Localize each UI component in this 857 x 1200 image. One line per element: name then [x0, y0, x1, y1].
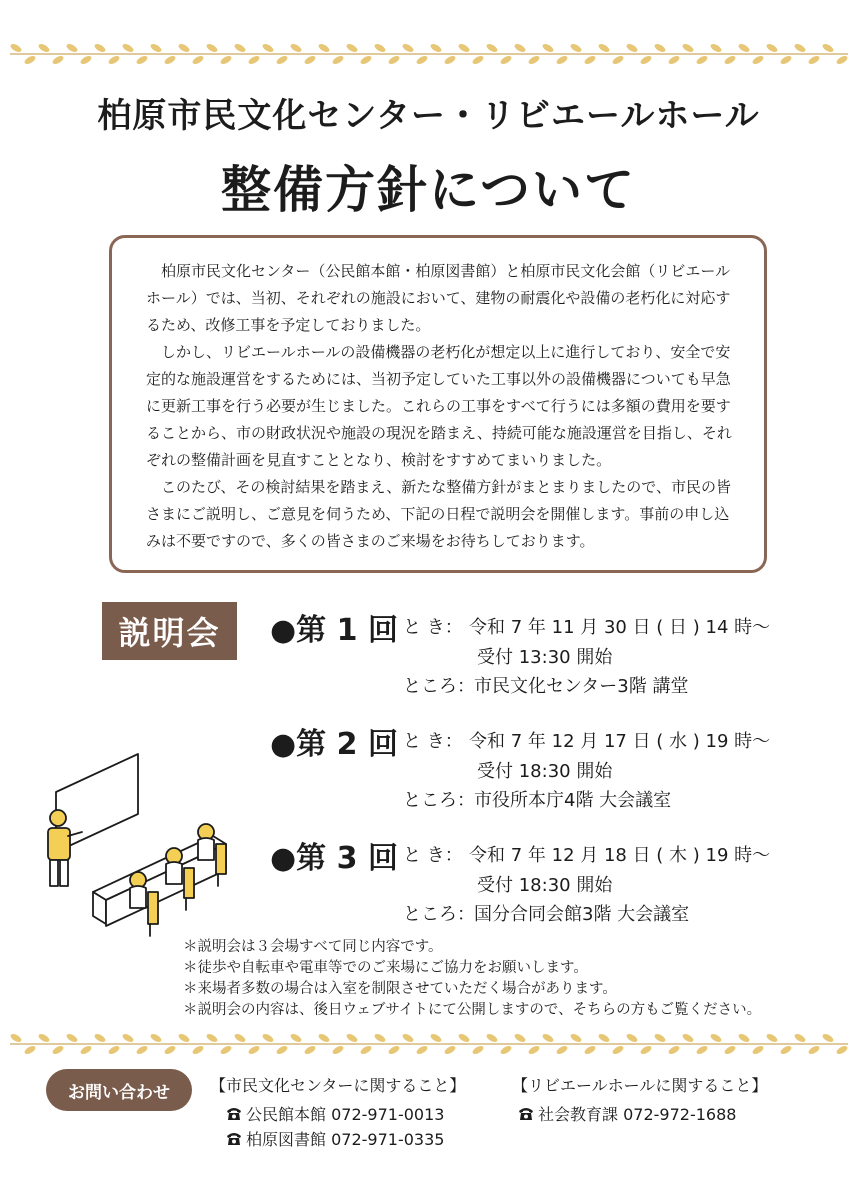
vine-leaf	[709, 1032, 722, 1043]
vine-leaf	[149, 42, 162, 53]
vine-leaf	[23, 54, 36, 65]
vine-leaf	[821, 42, 834, 53]
session-reception: 受付 18:30 開始	[477, 761, 613, 782]
vine-leaf	[247, 1044, 260, 1055]
vine-leaf	[625, 1032, 638, 1043]
vine-leaf	[373, 1032, 386, 1043]
intro-text-box	[109, 235, 767, 573]
contact-line-text: 社会教育課 072-972-1688	[538, 1105, 737, 1124]
vine-leaf	[163, 54, 176, 65]
intro-paragraph: しかし、リビエールホールの設備機器の老朽化が想定以上に進行しており、安全で安定的な施設運営をするためには、当初予定していた工事以外の設備機器についても早急に更新工事を行う必要が生じました。これらの工事をすべて行うには多額の費用を要することから、市の財政状況や施設の現況を踏まえ、持続可能な施設運営を目指し、それぞれの整備計画を見直すこととなり、検討をすすめてまいりました。	[146, 343, 732, 469]
vine-leaf	[555, 54, 568, 65]
vine-leaf	[23, 1044, 36, 1055]
vine-leaf	[373, 42, 386, 53]
vine-leaf	[779, 1044, 792, 1055]
lecture-illustration	[38, 752, 248, 942]
vine-leaf	[93, 1032, 106, 1043]
vine-leaf	[9, 1032, 22, 1043]
vine-leaf	[695, 54, 708, 65]
contact-group1-heading: 【市民文化センターに関すること】	[210, 1076, 466, 1095]
vine-leaf	[135, 1044, 148, 1055]
vine-leaf	[37, 42, 50, 53]
toki-label: と き：	[403, 617, 463, 638]
intro-paragraph: このたび、その検討結果を踏まえ、新たな整備方針がまとまりましたので、市民の皆さまにご説明し、ご意見を伺うため、下記の日程で説明会を開催します。事前の申し込みは不要ですので、多くの皆さまのご来場をお待ちしております。	[146, 478, 732, 550]
vine-leaf	[387, 1044, 400, 1055]
toki-label: と き：	[403, 731, 463, 752]
vine-leaf	[415, 1044, 428, 1055]
vine-leaf	[177, 42, 190, 53]
vine-leaf	[793, 1032, 806, 1043]
session-date: 令和 7 年 12 月 17 日 ( 水 ) 19 時〜	[469, 731, 771, 752]
tokoro-label: ところ：	[403, 676, 475, 697]
vine-leaf	[513, 42, 526, 53]
vine-leaf	[191, 54, 204, 65]
vine-leaf	[219, 54, 232, 65]
contact-badge: お問い合わせ	[46, 1069, 192, 1111]
vine-leaf	[317, 42, 330, 53]
contact-group2-heading: 【リビエールホールに関すること】	[512, 1076, 768, 1095]
session-heading: ●第 3 回	[270, 841, 398, 876]
note-item: ＊来場者多数の場合は入室を制限させていただく場合があります。	[183, 981, 617, 997]
session-place: 国分合同会館3階 大会議室	[474, 904, 690, 925]
vine-leaf	[359, 54, 372, 65]
vine-leaf	[639, 54, 652, 65]
vine-leaf	[415, 54, 428, 65]
vine-leaf	[93, 42, 106, 53]
vine-leaf	[583, 54, 596, 65]
vine-leaf	[331, 1044, 344, 1055]
tokoro-label: ところ：	[403, 790, 475, 811]
page-title-line2: 整備方針について	[221, 161, 636, 219]
session-reception: 受付 18:30 開始	[477, 875, 613, 896]
vine-leaf	[275, 54, 288, 65]
vine-leaf	[303, 54, 316, 65]
vine-leaf	[205, 1032, 218, 1043]
contact-line	[518, 1102, 736, 1125]
vine-leaf	[625, 42, 638, 53]
tokoro-label: ところ：	[403, 904, 475, 925]
vine-leaf	[79, 54, 92, 65]
vine-leaf	[765, 1032, 778, 1043]
contact-line	[226, 1102, 444, 1125]
session-reception: 受付 13:30 開始	[477, 647, 613, 668]
vine-leaf	[79, 1044, 92, 1055]
vine-leaf	[611, 1044, 624, 1055]
vine-leaf	[387, 54, 400, 65]
vine-leaf	[681, 42, 694, 53]
vine-leaf	[779, 54, 792, 65]
vine-leaf	[289, 1032, 302, 1043]
vine-leaf	[807, 1044, 820, 1055]
vine-leaf	[65, 1032, 78, 1043]
vine-leaf	[527, 54, 540, 65]
vine-leaf	[513, 1032, 526, 1043]
vine-leaf	[51, 54, 64, 65]
vine-leaf	[205, 42, 218, 53]
briefing-badge: 説明会	[102, 602, 237, 660]
session-date: 令和 7 年 12 月 18 日 ( 木 ) 19 時〜	[469, 845, 771, 866]
intro-paragraph: 柏原市民文化センター（公民館本館・柏原図書館）と柏原市民文化会館（リビエールホール）では、当初、それぞれの施設において、建物の耐震化や設備の老朽化に対応するため、改修工事を予定しておりました。	[146, 262, 731, 334]
vine-leaf	[289, 42, 302, 53]
vine-leaf	[695, 1044, 708, 1055]
vine-leaf	[653, 42, 666, 53]
vine-leaf	[51, 1044, 64, 1055]
vine-leaf	[653, 1032, 666, 1043]
vine-leaf	[457, 42, 470, 53]
session-date: 令和 7 年 11 月 30 日 ( 日 ) 14 時〜	[469, 617, 771, 638]
vine-leaf	[737, 42, 750, 53]
vine-leaf	[163, 1044, 176, 1055]
vine-leaf	[191, 1044, 204, 1055]
vine-leaf	[835, 54, 848, 65]
session-heading: ●第 2 回	[270, 727, 398, 762]
vine-leaf	[821, 1032, 834, 1043]
vine-leaf	[303, 1044, 316, 1055]
vine-leaf	[667, 1044, 680, 1055]
vine-leaf	[121, 1032, 134, 1043]
vine-leaf	[149, 1032, 162, 1043]
note-item: ＊徒歩や自転車や電車等でのご来場にご協力をお願いします。	[183, 960, 588, 976]
contact-line-text: 柏原図書館 072-971-0335	[246, 1130, 445, 1149]
vine-leaf	[121, 42, 134, 53]
vine-leaf	[107, 1044, 120, 1055]
vine-leaf	[135, 54, 148, 65]
contact-line	[226, 1127, 444, 1150]
vine-leaf	[611, 54, 624, 65]
vine-leaf	[345, 1032, 358, 1043]
vine-leaf	[401, 1032, 414, 1043]
vine-leaf	[359, 1044, 372, 1055]
vine-leaf	[429, 1032, 442, 1043]
session-heading: ●第 1 回	[270, 613, 398, 648]
vine-leaf	[667, 54, 680, 65]
vine-leaf	[639, 1044, 652, 1055]
vine-leaf	[583, 1044, 596, 1055]
vine-leaf	[331, 54, 344, 65]
vine-leaf	[443, 54, 456, 65]
vine-leaf	[555, 1044, 568, 1055]
vine-leaf	[569, 1032, 582, 1043]
vine-leaf	[499, 1044, 512, 1055]
vine-leaf	[485, 1032, 498, 1043]
vine-leaf	[261, 42, 274, 53]
telephone-icon	[226, 1107, 242, 1121]
vine-leaf	[471, 54, 484, 65]
vine-leaf	[569, 42, 582, 53]
note-item: ＊説明会の内容は、後日ウェブサイトにて公開しますので、そちらの方もご覧ください。	[183, 1002, 762, 1018]
vine-leaf	[751, 54, 764, 65]
vine-leaf	[275, 1044, 288, 1055]
telephone-icon	[518, 1107, 534, 1121]
vine-leaf	[723, 54, 736, 65]
vine-leaf	[751, 1044, 764, 1055]
vine-leaf	[401, 42, 414, 53]
vine-leaf	[261, 1032, 274, 1043]
page-title-line1: 柏原市民文化センター・リビエールホール	[97, 96, 760, 136]
vine-leaf	[541, 42, 554, 53]
vine-leaf	[107, 54, 120, 65]
vine-leaf	[765, 42, 778, 53]
vine-leaf	[457, 1032, 470, 1043]
note-item: ＊説明会は３会場すべて同じ内容です。	[183, 939, 443, 955]
vine-leaf	[317, 1032, 330, 1043]
vine-leaf	[541, 1032, 554, 1043]
notes-list	[183, 937, 761, 1021]
toki-label: と き：	[403, 845, 463, 866]
top-vine-decoration	[0, 40, 857, 68]
telephone-icon	[226, 1132, 242, 1146]
vine-leaf	[219, 1044, 232, 1055]
vine-leaf	[247, 54, 260, 65]
session-place: 市民文化センター3階 講堂	[474, 676, 689, 697]
session-place: 市役所本庁4階 大会議室	[474, 790, 672, 811]
vine-leaf	[471, 1044, 484, 1055]
vine-leaf	[709, 42, 722, 53]
vine-leaf	[737, 1032, 750, 1043]
vine-leaf	[65, 42, 78, 53]
vine-leaf	[723, 1044, 736, 1055]
vine-leaf	[807, 54, 820, 65]
vine-leaf	[597, 1032, 610, 1043]
vine-leaf	[835, 1044, 848, 1055]
vine-leaf	[681, 1032, 694, 1043]
vine-leaf	[597, 42, 610, 53]
vine-leaf	[499, 54, 512, 65]
vine-leaf	[233, 42, 246, 53]
contact-line-text: 公民館本館 072-971-0013	[246, 1105, 445, 1124]
vine-leaf	[793, 42, 806, 53]
vine-leaf	[527, 1044, 540, 1055]
vine-leaf	[9, 42, 22, 53]
vine-leaf	[37, 1032, 50, 1043]
vine-leaf	[485, 42, 498, 53]
vine-leaf	[429, 42, 442, 53]
bottom-vine-decoration	[0, 1030, 857, 1058]
vine-leaf	[233, 1032, 246, 1043]
vine-leaf	[345, 42, 358, 53]
vine-leaf	[177, 1032, 190, 1043]
vine-leaf	[443, 1044, 456, 1055]
